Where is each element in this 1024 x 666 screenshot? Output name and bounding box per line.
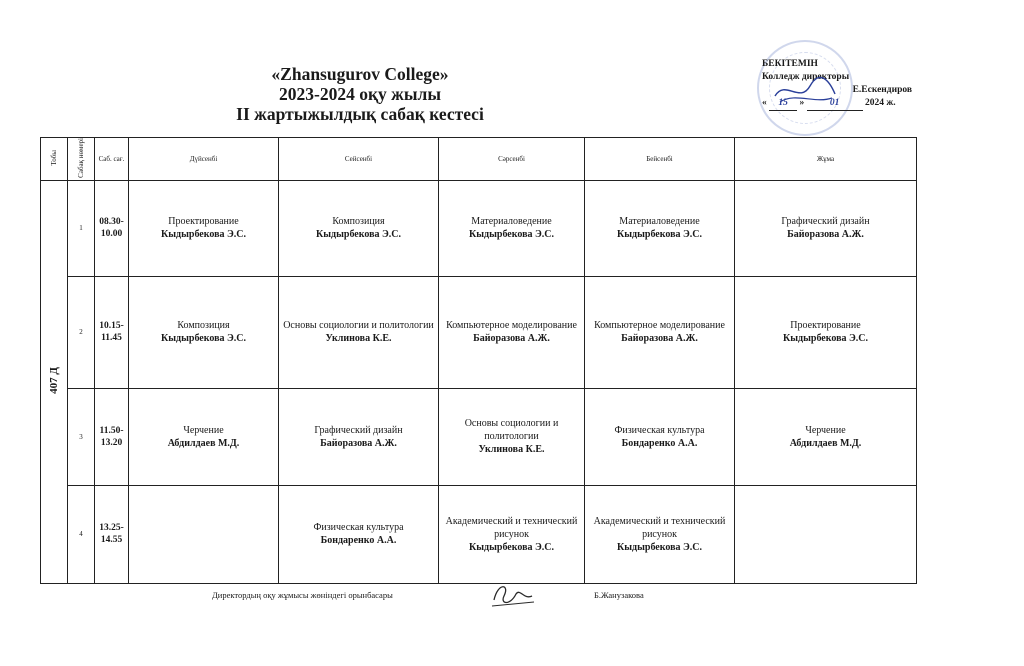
approval-label: БЕКІТЕМІН — [762, 59, 818, 69]
approval-year: 2024 ж. — [865, 98, 896, 108]
lesson-number: 2 — [68, 276, 95, 388]
lesson-number: 1 — [68, 180, 95, 276]
lesson-cell: Академический и технический рисунок Кыдырбекова Э.С. — [439, 485, 585, 583]
lesson-cell: Проектирование Кыдырбекова Э.С. — [129, 180, 279, 276]
lesson-cell: Черчение Абдилдаев М.Д. — [129, 388, 279, 485]
lesson-cell: Графический дизайн Байоразова А.Ж. — [735, 180, 917, 276]
header-hours: Саб. сағ. — [95, 138, 129, 181]
deputy-signature — [488, 580, 538, 612]
lesson-cell: Материаловедение Кыдырбекова Э.С. — [439, 180, 585, 276]
approval-day: 15 — [769, 97, 797, 111]
lesson-cell: Академический и технический рисунок Кыдырбекова Э.С. — [585, 485, 735, 583]
academic-year: 2023-2024 оқу жылы — [279, 84, 441, 104]
lesson-cell: Композиция Кыдырбекова Э.С. — [279, 180, 439, 276]
lesson-time: 08.30-10.00 — [95, 180, 129, 276]
approval-name: Е.Ескендиров — [852, 85, 912, 95]
header-monday: Дүйсенбі — [129, 138, 279, 181]
lesson-cell: Графический дизайн Байоразова А.Ж. — [279, 388, 439, 485]
table-row — [41, 276, 917, 388]
lesson-cell: Основы социологии и политологии Уклинова К.Е. — [279, 276, 439, 388]
footer-position: Директордың оқу жұмысы жөніндегі орынбасары — [212, 590, 393, 600]
header-lesson-number: Сабақ нөмері — [68, 138, 95, 181]
lesson-number: 3 — [68, 388, 95, 485]
footer-name: Б.Жанузакова — [594, 590, 644, 600]
document-title — [150, 64, 570, 124]
director-signature — [770, 74, 840, 110]
approval-date: « 15 » 01 2024 ж. — [762, 97, 912, 111]
header-group: Тобы — [41, 138, 68, 181]
lesson-time: 13.25-14.55 — [95, 485, 129, 583]
group-cell: 407 Д — [41, 180, 68, 583]
table-row — [41, 485, 917, 583]
lesson-time: 10.15-11.45 — [95, 276, 129, 388]
lesson-cell — [735, 485, 917, 583]
schedule-table — [40, 137, 917, 584]
lesson-cell — [129, 485, 279, 583]
header-wednesday: Сәрсенбі — [439, 138, 585, 181]
lesson-number: 4 — [68, 485, 95, 583]
header-thursday: Бейсенбі — [585, 138, 735, 181]
lesson-cell: Компьютерное моделирование Байоразова А.Ж. — [439, 276, 585, 388]
lesson-cell: Физическая культура Бондаренко А.А. — [585, 388, 735, 485]
lesson-cell: Основы социологии и политологии Уклинова К.Е. — [439, 388, 585, 485]
college-name: «Zhansugurov College» — [271, 64, 449, 84]
lesson-time: 11.50-13.20 — [95, 388, 129, 485]
lesson-cell: Композиция Кыдырбекова Э.С. — [129, 276, 279, 388]
lesson-cell: Материаловедение Кыдырбекова Э.С. — [585, 180, 735, 276]
table-row — [41, 180, 917, 276]
approval-position: Колледж директоры — [762, 72, 850, 82]
table-row — [41, 388, 917, 485]
header-row — [41, 138, 917, 181]
schedule-title: II жартыжылдық сабақ кестесі — [236, 104, 484, 124]
lesson-cell: Проектирование Кыдырбекова Э.С. — [735, 276, 917, 388]
lesson-cell: Физическая культура Бондаренко А.А. — [279, 485, 439, 583]
approval-month: 01 — [807, 97, 863, 111]
header-friday: Жұма — [735, 138, 917, 181]
lesson-cell: Компьютерное моделирование Байоразова А.Ж. — [585, 276, 735, 388]
lesson-cell: Черчение Абдилдаев М.Д. — [735, 388, 917, 485]
header-tuesday: Сейсенбі — [279, 138, 439, 181]
